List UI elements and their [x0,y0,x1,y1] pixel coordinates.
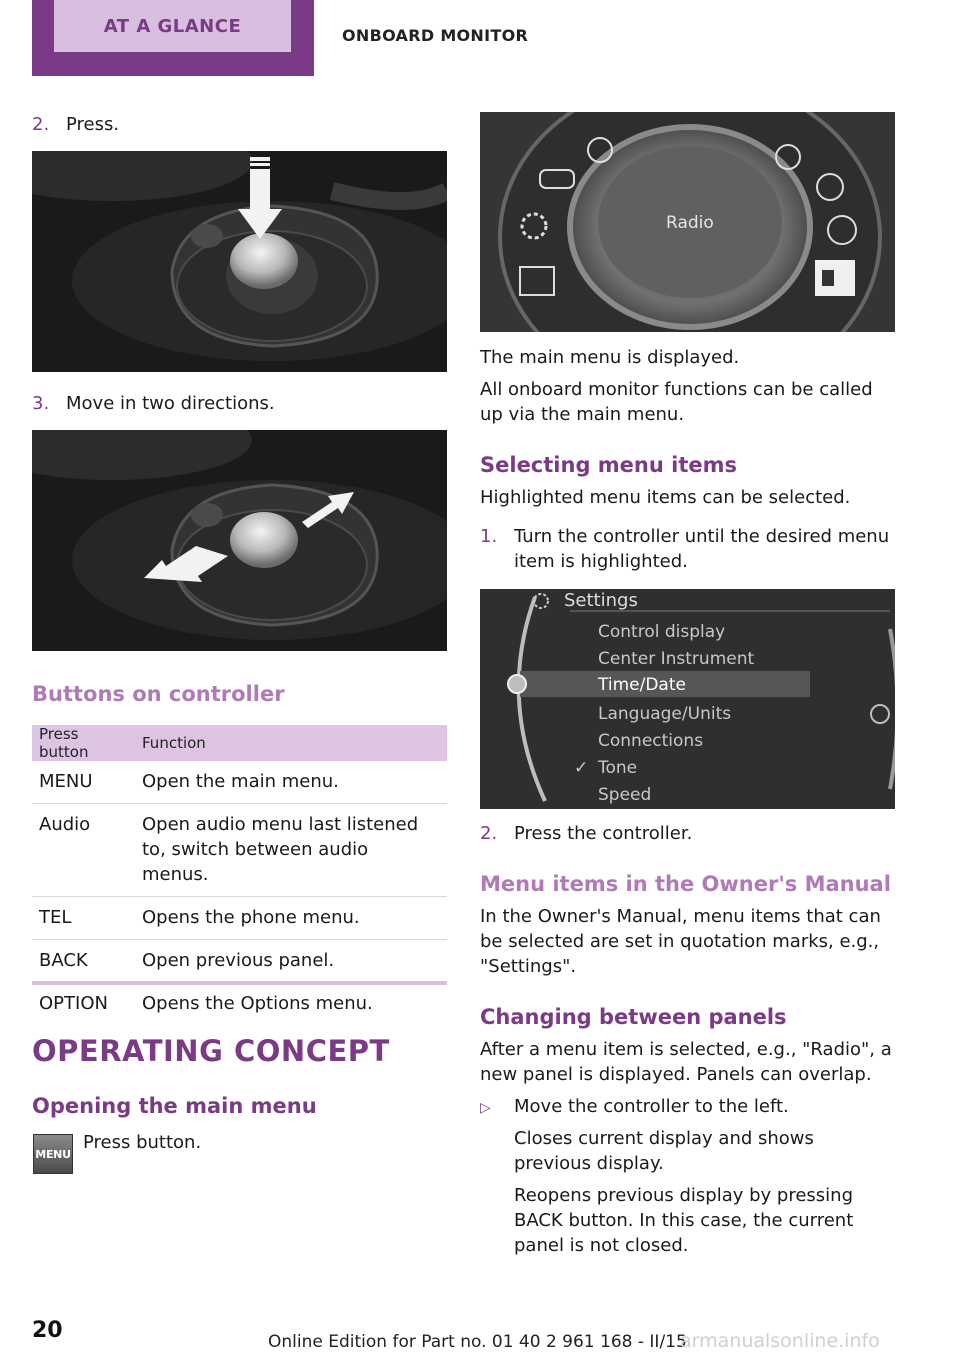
chapter-tab [32,0,314,76]
menu-items-manual-text: In the Owner's Manual, menu items that can be selected are set in quotation marks, e.g., "Settings". [480,906,881,977]
table-header-row [32,725,447,761]
button-name: MENU [32,761,135,804]
menu-item-highlighted: Time/Date [598,675,686,695]
step-2-press [32,112,120,137]
all-functions-text: All onboard monitor functions can be called up via the main menu. [480,379,873,425]
menu-item: Language/Units [598,704,732,724]
step-number: 3. [32,393,50,414]
bullet-paragraph-1: Closes current display and shows previous display. [514,1128,814,1174]
button-name: TEL [32,897,135,940]
button-function: Opens the phone menu. [135,897,447,940]
step-number: 2. [480,823,498,844]
main-menu-displayed-text: The main menu is displayed. [480,347,740,368]
press-button-text: Press button. [83,1132,202,1153]
watermark: armanualsonline.info [680,1330,880,1352]
table-row [32,940,447,983]
button-name: Audio [32,804,135,897]
menu-items-manual-heading: Menu items in the Owner's Manual [480,872,891,896]
checkmark-icon: ✓ [574,758,589,778]
table-bottom-rule [32,981,447,985]
button-function: Open audio menu last listened to, switch between audio menus. [135,804,447,897]
settings-title: Settings [564,590,638,611]
settings-screen-image [480,589,895,809]
buttons-on-controller-heading: Buttons on controller [32,682,285,706]
controller-press-image [32,151,447,372]
page-number: 20 [32,1318,63,1343]
step-number: 2. [32,114,50,135]
step-text: Move in two directions. [66,393,275,414]
changing-panels-text: After a menu item is selected, e.g., "Radio", a new panel is displayed. Panels can overlap. [480,1039,892,1085]
bullet-paragraph-2: Reopens previous display by pressing BACK button. In this case, the current panel is not closed. [514,1185,854,1256]
menu-item: Control display [598,622,726,642]
menu-item: Connections [598,731,704,751]
step-text: Press. [66,114,120,135]
edition-text: Online Edition for Part no. 01 40 2 961 168 - II/15 [268,1332,687,1352]
bullet-text: Move the controller to the left. [514,1096,789,1117]
button-name: OPTION [39,993,108,1014]
opening-main-menu-heading: Opening the main menu [32,1094,317,1118]
table-row [32,761,447,804]
table-row [32,897,447,940]
main-menu-screen-image [480,112,895,332]
section-title: ONBOARD MONITOR [342,26,529,45]
operating-concept-heading: OPERATING CONCEPT [32,1034,390,1068]
button-name: BACK [32,940,135,983]
step-1-turn [480,524,900,572]
button-function: Open the main menu. [135,761,447,804]
menu-button-icon: MENU [33,1134,73,1174]
changing-panels-heading: Changing between panels [480,1005,787,1029]
step-3-move [32,391,275,416]
button-function: Opens the Options menu. [142,993,373,1014]
column-header: Function [135,725,447,761]
button-function: Open previous panel. [135,940,447,983]
menu-item: Center Instrument [598,649,755,669]
table-row [32,983,447,1026]
step-2-press-controller [480,821,900,846]
menu-item: Tone [598,758,638,778]
step-number: 1. [480,526,498,547]
triangle-bullet-icon: ▷ [480,1100,491,1116]
radio-menu-label: Radio [666,213,714,233]
step-text: Press the controller. [514,823,693,844]
selecting-menu-items-heading: Selecting menu items [480,453,737,477]
step-text: Turn the controller until the desired menu item is highlighted. [514,526,890,572]
column-header: Press button [32,725,135,761]
controller-buttons-table [32,725,447,1025]
bullet-move-left [480,1094,900,1121]
chapter-tab-label: AT A GLANCE [54,0,291,52]
selecting-text: Highlighted menu items can be selected. [480,487,851,508]
table-row [32,804,447,897]
controller-move-image [32,430,447,651]
menu-item: Speed [598,785,652,805]
